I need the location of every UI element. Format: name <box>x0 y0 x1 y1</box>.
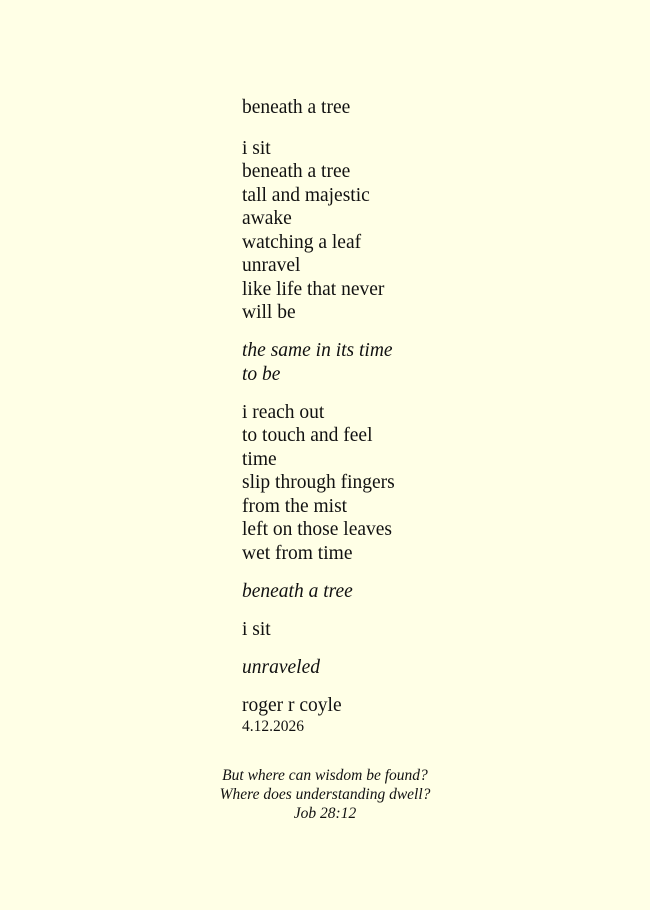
poem-line: left on those leaves <box>242 519 392 540</box>
poem-date: 4.12.2026 <box>242 718 304 735</box>
poem-title <box>242 96 395 120</box>
scripture-quote <box>180 766 470 823</box>
poem-line: i sit <box>242 137 271 159</box>
poem-line: slip through fingers <box>242 472 395 493</box>
author-name: roger r coyle <box>242 694 342 716</box>
poem-line: the same in its time <box>242 340 393 361</box>
poem-stanza <box>242 137 395 325</box>
poem-line: tall and majestic <box>242 184 370 206</box>
poem-line: to be <box>242 363 281 385</box>
poem-line: beneath a tree <box>242 161 351 182</box>
poem-stanza <box>242 401 395 566</box>
poem-line: from the mist <box>242 495 348 517</box>
poem-line: beneath a tree <box>242 580 353 602</box>
quote-line: Where does understanding dwell? <box>219 786 431 803</box>
poem <box>242 96 395 736</box>
quote-citation: Job 28:12 <box>293 805 357 822</box>
poem-stanza <box>242 339 395 386</box>
poem-line: unravel <box>242 255 301 276</box>
poem-title-text: beneath a tree <box>242 97 351 118</box>
quote-line: But where can wisdom be found? <box>222 767 428 784</box>
poem-stanza <box>242 618 395 642</box>
poem-line: watching a leaf <box>242 231 362 253</box>
poem-line: will be <box>242 302 296 323</box>
quote-lines <box>180 766 470 804</box>
poem-line: awake <box>242 208 292 229</box>
poem-line: like life that never <box>242 278 385 300</box>
poem-stanza <box>242 656 395 680</box>
poem-line: i sit <box>242 618 271 640</box>
signature <box>242 694 395 737</box>
poem-line: wet from time <box>242 542 353 564</box>
poem-body <box>242 137 395 680</box>
poem-line: to touch and feel <box>242 425 373 446</box>
poem-line: time <box>242 448 277 470</box>
poem-line: unraveled <box>242 656 320 678</box>
poem-line: i reach out <box>242 401 325 423</box>
poem-stanza <box>242 580 395 604</box>
